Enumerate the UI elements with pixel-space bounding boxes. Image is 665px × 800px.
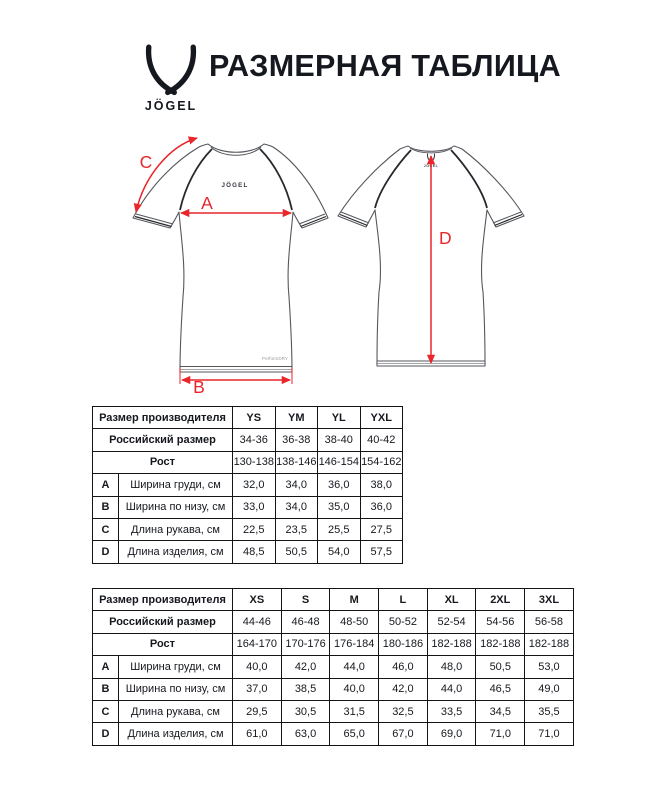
row-label-cell: Российский размер (93, 611, 233, 633)
range-value-cell: 36-38 (275, 429, 318, 451)
measure-value-cell: 29,5 (233, 700, 282, 722)
measure-letter-cell: C (93, 700, 119, 722)
header-row (93, 451, 403, 473)
header-row (93, 429, 403, 451)
size-code-cell: 3XL (525, 589, 574, 611)
range-value-cell: 50-52 (379, 611, 428, 633)
measure-letter-cell: D (93, 541, 119, 563)
range-value-cell: 44-46 (233, 611, 282, 633)
measure-row (93, 541, 403, 563)
measure-value-cell: 36,0 (360, 496, 403, 518)
range-value-cell: 154-162 (360, 451, 403, 473)
shirt-front-chest-logo: JÖGEL (221, 182, 249, 189)
measure-label-cell: Ширина по низу, см (119, 496, 233, 518)
measure-value-cell: 69,0 (427, 723, 476, 745)
shirt-back-logo-text: JÖGEL (423, 164, 439, 168)
measure-value-cell: 46,0 (379, 656, 428, 678)
range-value-cell: 54-56 (476, 611, 525, 633)
measure-letter-cell: B (93, 496, 119, 518)
measure-value-cell: 27,5 (360, 518, 403, 540)
size-table-adult (92, 588, 574, 746)
measure-value-cell: 48,0 (427, 656, 476, 678)
measure-value-cell: 25,5 (318, 518, 361, 540)
measure-value-cell: 67,0 (379, 723, 428, 745)
size-code-cell: YL (318, 407, 361, 429)
measure-letter-cell: B (93, 678, 119, 700)
measure-row (93, 518, 403, 540)
measure-row (93, 474, 403, 496)
measure-label-cell: Длина рукава, см (119, 700, 233, 722)
measure-value-cell: 40,0 (233, 656, 282, 678)
size-code-cell: S (281, 589, 330, 611)
range-value-cell: 130-138 (233, 451, 276, 473)
size-code-cell: YS (233, 407, 276, 429)
range-value-cell: 146-154 (318, 451, 361, 473)
shirt-back-diagram (332, 134, 530, 388)
measure-value-cell: 38,5 (281, 678, 330, 700)
measure-value-cell: 71,0 (525, 723, 574, 745)
size-code-cell: 2XL (476, 589, 525, 611)
measure-row (93, 700, 574, 722)
measure-value-cell: 65,0 (330, 723, 379, 745)
measure-label-cell: Длина изделия, см (119, 723, 233, 745)
measure-value-cell: 63,0 (281, 723, 330, 745)
header-row (93, 589, 574, 611)
range-value-cell: 52-54 (427, 611, 476, 633)
range-value-cell: 48-50 (330, 611, 379, 633)
measure-value-cell: 33,5 (427, 700, 476, 722)
measure-label-cell: Длина рукава, см (119, 518, 233, 540)
row-label-cell: Рост (93, 633, 233, 655)
jogel-v-mark-icon (143, 44, 199, 98)
measure-value-cell: 50,5 (275, 541, 318, 563)
size-code-cell: YM (275, 407, 318, 429)
header-row (93, 611, 574, 633)
measure-label-cell: Ширина груди, см (119, 474, 233, 496)
row-label-cell: Размер производителя (93, 407, 233, 429)
size-table-youth (92, 406, 403, 564)
measure-value-cell: 34,5 (476, 700, 525, 722)
measure-value-cell: 42,0 (379, 678, 428, 700)
range-value-cell: 38-40 (318, 429, 361, 451)
range-value-cell: 56-58 (525, 611, 574, 633)
measure-value-cell: 46,5 (476, 678, 525, 700)
brand-wordmark: JÖGEL (144, 99, 198, 113)
measure-value-cell: 44,0 (330, 656, 379, 678)
header-row (93, 633, 574, 655)
range-value-cell: 34-36 (233, 429, 276, 451)
brand-logo (135, 44, 207, 113)
measure-value-cell: 35,5 (525, 700, 574, 722)
measure-label-cell: Ширина груди, см (119, 656, 233, 678)
label-B: B (193, 377, 205, 396)
measure-value-cell: 57,5 (360, 541, 403, 563)
measure-letter-cell: C (93, 518, 119, 540)
measure-value-cell: 48,5 (233, 541, 276, 563)
size-code-cell: YXL (360, 407, 403, 429)
measure-value-cell: 35,0 (318, 496, 361, 518)
label-C: C (139, 152, 153, 172)
measure-value-cell: 40,0 (330, 678, 379, 700)
measure-value-cell: 44,0 (427, 678, 476, 700)
measure-letter-cell: D (93, 723, 119, 745)
measure-value-cell: 49,0 (525, 678, 574, 700)
measure-value-cell: 71,0 (476, 723, 525, 745)
label-D: D (439, 228, 452, 248)
range-value-cell: 176-184 (330, 633, 379, 655)
row-label-cell: Рост (93, 451, 233, 473)
measure-value-cell: 34,0 (275, 474, 318, 496)
range-value-cell: 182-188 (427, 633, 476, 655)
row-label-cell: Российский размер (93, 429, 233, 451)
size-code-cell: M (330, 589, 379, 611)
row-label-cell: Размер производителя (93, 589, 233, 611)
shirt-front-diagram (123, 132, 335, 396)
measure-row (93, 678, 574, 700)
size-code-cell: XS (233, 589, 282, 611)
range-value-cell: 40-42 (360, 429, 403, 451)
measure-value-cell: 50,5 (476, 656, 525, 678)
measure-label-cell: Длина изделия, см (119, 541, 233, 563)
range-value-cell: 170-176 (281, 633, 330, 655)
measure-row (93, 496, 403, 518)
measure-value-cell: 32,5 (379, 700, 428, 722)
measure-value-cell: 42,0 (281, 656, 330, 678)
measure-value-cell: 53,0 (525, 656, 574, 678)
size-code-cell: XL (427, 589, 476, 611)
measure-value-cell: 34,0 (275, 496, 318, 518)
page-title: РАЗМЕРНАЯ ТАБЛИЦА (209, 49, 561, 83)
header-row (93, 407, 403, 429)
measure-value-cell: 36,0 (318, 474, 361, 496)
range-value-cell: 46-48 (281, 611, 330, 633)
measure-value-cell: 31,5 (330, 700, 379, 722)
measure-value-cell: 61,0 (233, 723, 282, 745)
measure-value-cell: 30,5 (281, 700, 330, 722)
measure-value-cell: 37,0 (233, 678, 282, 700)
measure-letter-cell: A (93, 474, 119, 496)
label-A: A (201, 193, 213, 213)
measure-label-cell: Ширина по низу, см (119, 678, 233, 700)
size-code-cell: L (379, 589, 428, 611)
measure-value-cell: 23,5 (275, 518, 318, 540)
measure-value-cell: 32,0 (233, 474, 276, 496)
range-value-cell: 182-188 (525, 633, 574, 655)
measure-value-cell: 38,0 (360, 474, 403, 496)
measure-value-cell: 22,5 (233, 518, 276, 540)
range-value-cell: 182-188 (476, 633, 525, 655)
measure-row (93, 656, 574, 678)
measure-row (93, 723, 574, 745)
shirt-front-tech-label: PerformDRY (262, 356, 288, 361)
measure-letter-cell: A (93, 656, 119, 678)
range-value-cell: 138-146 (275, 451, 318, 473)
measure-value-cell: 33,0 (233, 496, 276, 518)
shirt-front-outline (133, 144, 328, 372)
range-value-cell: 164-170 (233, 633, 282, 655)
measure-value-cell: 54,0 (318, 541, 361, 563)
range-value-cell: 180-186 (379, 633, 428, 655)
